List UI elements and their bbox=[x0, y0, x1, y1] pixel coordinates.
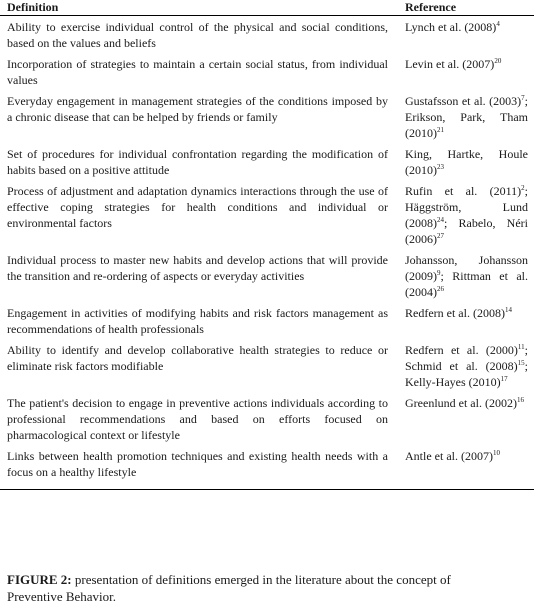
reference-number: 26 bbox=[437, 285, 444, 293]
table-row bbox=[0, 305, 534, 342]
reference-number: 17 bbox=[500, 375, 508, 383]
header-definition: Definition bbox=[0, 0, 400, 16]
definition-cell: Incorporation of strategies to maintain a certain social status, from individual values bbox=[7, 57, 388, 87]
reference-number: 10 bbox=[492, 449, 500, 457]
reference-number: 23 bbox=[437, 163, 444, 171]
reference-text: ; Rittman et al. (2004) bbox=[405, 269, 528, 299]
reference-text: Greenlund et al. (2002) bbox=[405, 396, 517, 410]
figure-caption-text: presentation of definitions emerged in the literature about the concept of Preventive Behavior. bbox=[7, 572, 451, 604]
reference-text: ; Erikson, Park, Tham (2010) bbox=[405, 94, 528, 140]
definition-cell: The patient's decision to engage in preventive actions individuals according to professional recommendations and based on efforts focused on pharmacological context or lifestyle bbox=[7, 396, 388, 442]
reference-cell bbox=[400, 183, 534, 252]
definition-cell: Links between health promotion techniques and existing health needs with a focus on a healthy lifestyle bbox=[0, 448, 400, 490]
table-row bbox=[0, 448, 534, 490]
reference-text: Rufin et al. (2011) bbox=[405, 184, 522, 198]
definition-cell: Engagement in activities of modifying habits and risk factors management as recommendations of health professionals bbox=[7, 306, 388, 336]
reference-cell bbox=[400, 56, 534, 93]
definition-cell: Set of procedures for individual confrontation regarding the modification of habits based on a positive attitude bbox=[7, 147, 388, 177]
definition-cell: Everyday engagement in management strategies of the conditions imposed by a chronic disease that can be helped by friends or family bbox=[7, 94, 388, 124]
reference-number: 27 bbox=[437, 232, 444, 240]
reference-cell bbox=[400, 342, 534, 395]
reference-text: Johansson, Johansson (2009) bbox=[405, 253, 528, 283]
reference-text: Lynch et al. (2008) bbox=[405, 20, 497, 34]
definition-cell: Process of adjustment and adaptation dynamics interactions through the use of effective coping strategies for health conditions and individual or environmental factors bbox=[7, 184, 388, 230]
reference-number: 7 bbox=[521, 94, 525, 102]
reference-text: Redfern et al. (2008) bbox=[405, 306, 505, 320]
definition-cell: Ability to identify and develop collaborative health strategies to reduce or eliminate risk factors modifiable bbox=[7, 343, 388, 373]
reference-text: King, Hartke, Houle (2010) bbox=[405, 147, 528, 177]
figure-caption bbox=[7, 571, 507, 605]
table-row bbox=[0, 183, 534, 252]
reference-cell bbox=[400, 305, 534, 342]
table-row bbox=[0, 342, 534, 395]
reference-text: Antle et al. (2007) bbox=[405, 449, 493, 463]
table-header bbox=[0, 0, 534, 16]
reference-cell bbox=[400, 395, 534, 448]
reference-text: ; Rabelo, Néri (2006) bbox=[405, 216, 528, 246]
reference-number: 24 bbox=[437, 216, 444, 224]
reference-text: ; Häggström, Lund (2008) bbox=[405, 184, 528, 230]
reference-number: 16 bbox=[516, 396, 524, 404]
header-row bbox=[0, 0, 534, 16]
reference-text: ; Schmid et al. (2008) bbox=[405, 343, 528, 373]
reference-text: Levin et al. (2007) bbox=[405, 57, 495, 71]
table-row bbox=[0, 146, 534, 183]
reference-number: 11 bbox=[517, 343, 525, 351]
table-row bbox=[0, 252, 534, 305]
reference-text: Redfern et al. (2000) bbox=[405, 343, 518, 357]
reference-cell bbox=[400, 16, 534, 57]
reference-number: 9 bbox=[437, 269, 441, 277]
reference-number: 2 bbox=[521, 184, 525, 192]
reference-number: 21 bbox=[437, 126, 444, 134]
reference-number: 15 bbox=[517, 359, 525, 367]
table-row bbox=[0, 16, 534, 57]
table-row bbox=[0, 395, 534, 448]
reference-number: 4 bbox=[496, 20, 500, 28]
reference-text: Gustafsson et al. (2003) bbox=[405, 94, 522, 108]
reference-cell bbox=[400, 252, 534, 305]
reference-cell bbox=[400, 93, 534, 146]
reference-cell bbox=[400, 448, 534, 490]
table-row bbox=[0, 93, 534, 146]
reference-cell bbox=[400, 146, 534, 183]
definition-cell: Individual process to master new habits and develop actions that will provide the transition and re-ordering of aspects or everyday activities bbox=[7, 253, 388, 283]
reference-text: ; Kelly-Hayes (2010) bbox=[405, 359, 528, 389]
reference-number: 20 bbox=[494, 57, 502, 65]
reference-number: 14 bbox=[504, 306, 512, 314]
header-reference: Reference bbox=[400, 0, 534, 16]
definition-cell: Ability to exercise individual control of the physical and social conditions, based on the values and beliefs bbox=[7, 20, 388, 50]
figure-label: FIGURE 2: bbox=[7, 572, 72, 587]
table-row bbox=[0, 56, 534, 93]
